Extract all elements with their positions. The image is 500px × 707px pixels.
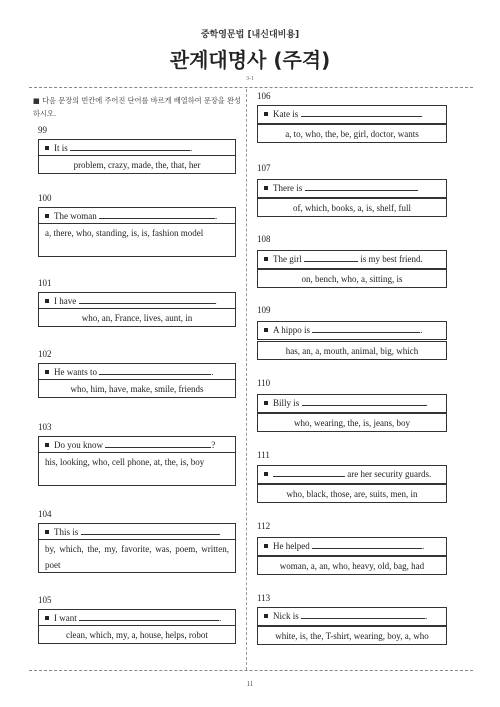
- answer-blank[interactable]: [301, 609, 428, 621]
- bullet-square-icon: [45, 530, 49, 534]
- word-bank: on, bench, who, a, sitting, is: [257, 269, 447, 288]
- bullet-square-icon: [45, 616, 49, 620]
- question-number: 104: [38, 509, 52, 519]
- word-bank: his, looking, who, cell phone, at, the, is, boy: [38, 452, 236, 486]
- word-bank: a, to, who, the, be, girl, doctor, wants: [257, 124, 447, 143]
- bullet-square-icon: [264, 112, 268, 116]
- answer-prompt[interactable]: [257, 465, 447, 484]
- word-bank: woman, a, an, who, heavy, old, bag, had: [257, 556, 447, 575]
- answer-prompt[interactable]: [257, 537, 447, 556]
- answer-prompt[interactable]: [257, 607, 447, 626]
- prompt-before: He wants to: [54, 367, 97, 377]
- prompt-before: He helped: [273, 541, 310, 551]
- answer-blank[interactable]: [305, 181, 417, 191]
- answer-blank[interactable]: [79, 294, 215, 304]
- prompt-before: Kate is: [273, 109, 299, 119]
- prompt-after: are her security guards.: [347, 469, 432, 479]
- prompt-before: I have: [54, 296, 77, 306]
- question-number: 102: [38, 349, 52, 359]
- prompt-after: .: [420, 325, 423, 335]
- answer-prompt[interactable]: [257, 321, 447, 340]
- prompt-after: .: [219, 613, 222, 623]
- page-title: 관계대명사 (주격): [169, 48, 331, 72]
- word-bank: a, there, who, standing, is, is, fashion model: [38, 223, 236, 257]
- question-number: 100: [38, 193, 52, 203]
- answer-blank[interactable]: [312, 323, 423, 335]
- question-number: 99: [38, 125, 47, 135]
- prompt-after: .: [190, 143, 193, 153]
- answer-blank[interactable]: [70, 141, 193, 153]
- word-bank: white, is, the, T-shirt, wearing, boy, a, who: [257, 626, 447, 645]
- page-number: 11: [246, 680, 254, 688]
- bullet-square-icon: [264, 401, 268, 405]
- prompt-before: The woman: [54, 211, 97, 221]
- prompt-before: I want: [54, 613, 77, 623]
- answer-prompt[interactable]: [257, 250, 447, 269]
- question-number: 110: [257, 378, 271, 388]
- question-number: 106: [257, 91, 271, 101]
- question-number: 111: [257, 450, 270, 460]
- book-subtitle: 중학영문법 [내신대비용]: [200, 30, 300, 40]
- word-bank: who, wearing, the, is, jeans, boy: [257, 413, 447, 432]
- word-bank: problem, crazy, made, the, that, her: [38, 155, 236, 174]
- prompt-after: .: [425, 611, 428, 621]
- bullet-square-icon: [264, 257, 268, 261]
- prompt-after: .: [218, 527, 221, 537]
- prompt-after: .: [416, 183, 419, 193]
- answer-blank[interactable]: [301, 107, 421, 117]
- answer-blank[interactable]: [79, 611, 222, 623]
- section-code: 3-1: [246, 76, 254, 82]
- bullet-square-icon: [264, 544, 268, 548]
- question-number: 109: [257, 305, 271, 315]
- prompt-before: This is: [54, 527, 79, 537]
- prompt-before: Do you know: [54, 440, 103, 450]
- prompt-after: ?: [211, 440, 216, 450]
- word-bank: clean, which, my, a, house, helps, robot: [38, 625, 236, 644]
- bullet-square-icon: [45, 214, 49, 218]
- prompt-after: .: [425, 398, 428, 408]
- answer-prompt[interactable]: [257, 179, 447, 198]
- column-divider: [246, 89, 247, 670]
- top-divider: [29, 87, 473, 88]
- answer-blank[interactable]: [99, 365, 214, 377]
- bullet-square-icon: [45, 443, 49, 447]
- bullet-square-icon: [264, 328, 268, 332]
- prompt-after: .: [214, 296, 217, 306]
- answer-blank[interactable]: [81, 525, 219, 535]
- bullet-square-icon: [264, 614, 268, 618]
- prompt-before: Billy is: [273, 398, 300, 408]
- bullet-square-icon: [45, 299, 49, 303]
- prompt-before: There is: [273, 183, 303, 193]
- answer-blank[interactable]: [105, 438, 211, 448]
- prompt-after: .: [215, 211, 218, 221]
- word-bank: of, which, books, a, is, shelf, full: [257, 198, 447, 217]
- question-number: 108: [257, 234, 271, 244]
- question-number: 101: [38, 278, 52, 288]
- bullet-square-icon: [45, 370, 49, 374]
- word-bank: who, black, those, are, suits, men, in: [257, 484, 447, 503]
- instruction-text: ■ 다음 문장의 빈칸에 주어진 단어를 바르게 배열하여 문장을 완성하시오.: [33, 96, 241, 118]
- question-number: 113: [257, 593, 271, 603]
- word-bank: who, an, France, lives, aunt, in: [38, 308, 236, 327]
- answer-prompt[interactable]: [257, 394, 447, 413]
- prompt-before: A hippo is: [273, 325, 311, 335]
- answer-prompt[interactable]: [257, 105, 447, 124]
- question-number: 107: [257, 163, 271, 173]
- word-bank: has, an, a, mouth, animal, big, which: [257, 341, 447, 360]
- bullet-square-icon: [45, 146, 49, 150]
- answer-blank[interactable]: [312, 539, 425, 551]
- question-number: 103: [38, 422, 52, 432]
- bullet-square-icon: [264, 472, 268, 476]
- prompt-before: The girl: [273, 254, 302, 264]
- prompt-before: It is: [54, 143, 68, 153]
- question-number: 112: [257, 521, 271, 531]
- bullet-square-icon: [264, 186, 268, 190]
- prompt-after: .: [211, 367, 214, 377]
- word-bank: who, him, have, make, smile, friends: [38, 379, 236, 398]
- prompt-after: .: [421, 541, 425, 551]
- prompt-after: is my best friend.: [360, 254, 423, 264]
- answer-blank[interactable]: [302, 396, 426, 406]
- prompt-before: Nick is: [273, 611, 299, 621]
- answer-blank[interactable]: [304, 252, 358, 262]
- question-number: 105: [38, 595, 52, 605]
- prompt-after: .: [420, 109, 423, 119]
- answer-blank[interactable]: [99, 209, 218, 221]
- answer-blank[interactable]: [273, 467, 345, 477]
- word-bank: by, which, the, my, favorite, was, poem, written, poet: [38, 539, 236, 573]
- bottom-divider: [29, 670, 473, 671]
